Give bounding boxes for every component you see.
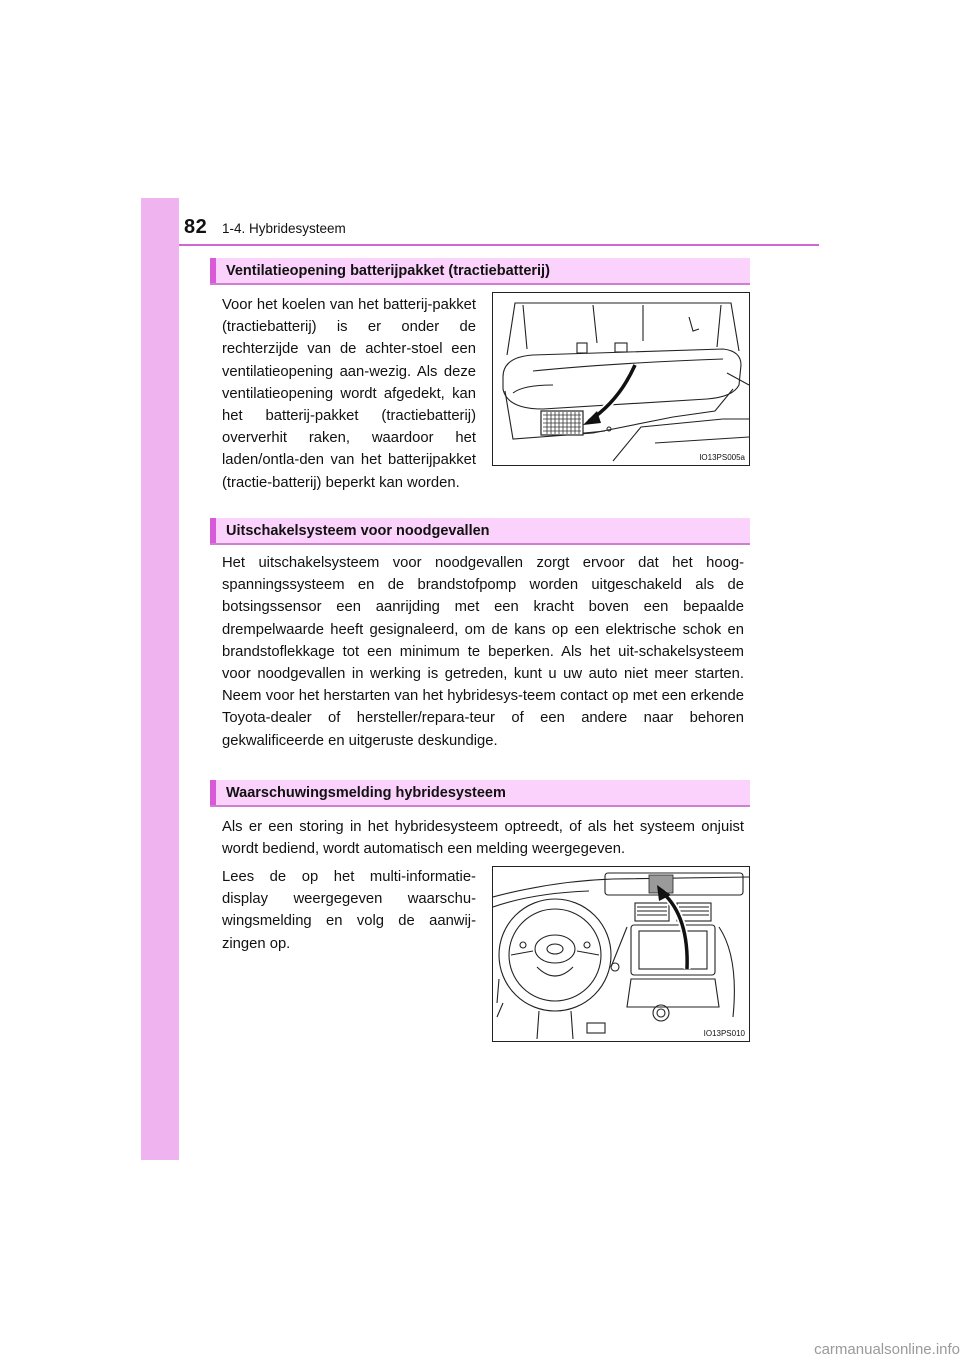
chapter-title: 1-4. Hybridesysteem [222, 221, 346, 236]
side-tab-strip [141, 198, 179, 1160]
section-heading-ventilation [210, 258, 750, 285]
dashboard-illustration [493, 867, 749, 1041]
section-heading-emergency-shutoff [210, 518, 750, 545]
figure-rear-seat-vent [492, 292, 750, 466]
rear-seat-illustration [493, 293, 749, 465]
figure-code: IO13PS010 [703, 1029, 745, 1038]
figure-dashboard-display [492, 866, 750, 1042]
heading-accent-bar [210, 518, 216, 543]
header-rule [179, 244, 819, 246]
paragraph-ventilation: Voor het koelen van het batterij-pakket (tractiebatterij) is er onder de rechterzijde van de achter-stoel een ventilatieopening aan-wezig. Als deze ventilatieopening wordt afgedekt, kan het batterij-pakket (tractiebatterij) oververhit raken, waardoor het laden/ontla-den van het batterijpakket (tractie-batterij) beperkt kan worden. [222, 297, 476, 491]
section-title-emergency-shutoff: Uitschakelsysteem voor noodgevallen [226, 523, 490, 539]
paragraph-hybrid-warning-instructions: Lees de op het multi-informatie-display weergegeven waarschu-wingsmelding en volg de aanwij-zingen op. [222, 869, 476, 952]
watermark: carmanualsonline.info [814, 1341, 960, 1358]
section-title-hybrid-warning: Waarschuwingsmelding hybridesysteem [226, 785, 506, 801]
paragraph-hybrid-warning-intro: Als er een storing in het hybridesysteem optreedt, of als het systeem onjuist wordt bediend, wordt automatisch een melding weergegeven. [222, 819, 744, 858]
figure-code: IO13PS005a [699, 453, 745, 462]
heading-accent-bar [210, 258, 216, 283]
page-number: 82 [184, 216, 208, 238]
heading-accent-bar [210, 780, 216, 805]
paragraph-emergency-shutoff: Het uitschakelsysteem voor noodgevallen zorgt ervoor dat het hoog-spanningssysteem en de brandstofpomp worden uitgeschakeld als de botsingssensor een aanrijding met een kracht boven een bepaalde drempelwaarde heeft gesignaleerd, om de kans op een elektrische schok en brandstoflekkage tot een minimum te beperken. Als het uit-schakelsysteem voor noodgevallen in werking is getreden, kunt u uw auto niet meer starten. Neem voor het herstarten van het hybridesys-teem contact op met een erkende Toyota-dealer of hersteller/repara-teur of een andere naar behoren gekwalificeerde en uitgeruste deskundige. [222, 555, 744, 749]
section-heading-hybrid-warning [210, 780, 750, 807]
section-title-ventilation: Ventilatieopening batterijpakket (tractiebatterij) [226, 263, 550, 279]
